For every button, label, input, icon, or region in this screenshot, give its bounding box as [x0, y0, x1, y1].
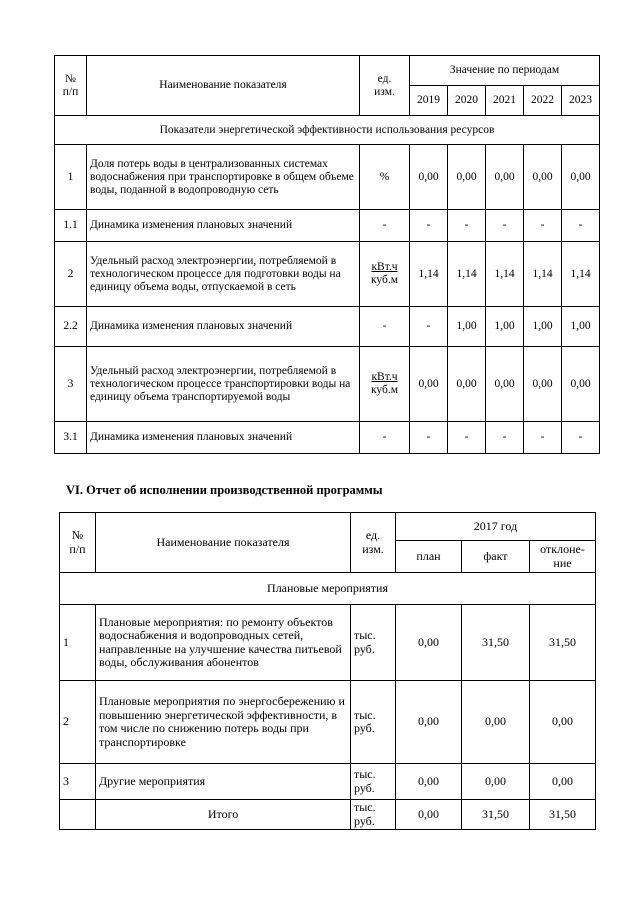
table-row — [60, 605, 596, 681]
energy-efficiency-table — [54, 55, 600, 454]
row-value: 0,00 — [524, 347, 562, 422]
row-value: - — [486, 210, 524, 242]
table-row — [60, 764, 596, 800]
section-title: Показатели энергетической эффективности использования ресурсов — [55, 116, 600, 145]
row-value: 0,00 — [486, 347, 524, 422]
row-value: 0,00 — [410, 347, 448, 422]
row-name: Другие мероприятия — [96, 764, 351, 800]
row-num: 2 — [60, 681, 96, 764]
row-value: - — [486, 422, 524, 454]
total-name: Итого — [96, 800, 351, 830]
production-program-report-table — [59, 512, 596, 830]
row-value: 0,00 — [410, 145, 448, 210]
row-value: 1,14 — [410, 242, 448, 307]
row-value: 1,14 — [524, 242, 562, 307]
row-unit: тыс. руб. — [351, 681, 396, 764]
row-value: 0,00 — [396, 681, 462, 764]
total-value: 0,00 — [396, 800, 462, 830]
row-value: - — [524, 210, 562, 242]
header-year: 2019 — [410, 86, 448, 116]
row-num: 3 — [60, 764, 96, 800]
section-row — [60, 573, 596, 605]
row-name: Удельный расход электроэнергии, потребляемой в технологическом процессе транспортировки воды на единицу объема транспортируемой воды — [87, 347, 360, 422]
section-title: Плановые мероприятия — [60, 573, 596, 605]
row-num: 3.1 — [55, 422, 87, 454]
row-unit: - — [360, 422, 410, 454]
row-value: - — [410, 210, 448, 242]
row-value: 0,00 — [530, 681, 596, 764]
header-name: Наименование показателя — [87, 56, 360, 116]
header-col: факт — [462, 541, 530, 573]
table-row — [55, 242, 600, 307]
row-value: - — [562, 210, 600, 242]
row-value: 1,00 — [448, 307, 486, 347]
cell-text-line: куб.м — [370, 384, 399, 396]
row-value: 31,50 — [462, 605, 530, 681]
row-unit: тыс. руб. — [351, 764, 396, 800]
row-value: 0,00 — [530, 764, 596, 800]
row-value: - — [448, 210, 486, 242]
total-row — [60, 800, 596, 830]
header-name: Наименование показателя — [96, 513, 351, 573]
table-header-row — [60, 513, 596, 541]
table-row — [55, 145, 600, 210]
cell-text-line: кВт.ч — [371, 261, 398, 273]
header-year: 2023 — [562, 86, 600, 116]
row-unit: - — [360, 307, 410, 347]
row-num: 1.1 — [55, 210, 87, 242]
row-unit: тыс. руб. — [351, 605, 396, 681]
header-periods: Значение по периодам — [410, 56, 600, 86]
cell-text-line: куб.м — [370, 274, 399, 286]
row-value: 0,00 — [486, 145, 524, 210]
table-row — [55, 210, 600, 242]
row-value: 1,00 — [486, 307, 524, 347]
row-num: 2.2 — [55, 307, 87, 347]
header-col: план — [396, 541, 462, 573]
row-value: - — [524, 422, 562, 454]
section-row — [55, 116, 600, 145]
row-value: 1,14 — [562, 242, 600, 307]
row-value: 1,14 — [486, 242, 524, 307]
total-num — [60, 800, 96, 830]
row-value: 1,00 — [524, 307, 562, 347]
row-name: Динамика изменения плановых значений — [87, 210, 360, 242]
row-name: Плановые мероприятия по энергосбережению и повышению энергетической эффективности, в том числе по снижению потерь воды при транспортировке — [96, 681, 351, 764]
table-row — [60, 681, 596, 764]
table-row — [55, 422, 600, 454]
row-value: 0,00 — [462, 764, 530, 800]
header-year: 2021 — [486, 86, 524, 116]
row-value: 0,00 — [396, 605, 462, 681]
section-6-title: VI. Отчет об исполнении производственной программы — [66, 483, 383, 497]
row-value: - — [410, 422, 448, 454]
header-num: № п/п — [60, 513, 96, 573]
row-num: 1 — [55, 145, 87, 210]
header-unit: ед. изм. — [360, 56, 410, 116]
row-num: 2 — [55, 242, 87, 307]
cell-text-line: кВт.ч — [371, 371, 398, 383]
row-name: Удельный расход электроэнергии, потребляемой в технологическом процессе для подготовки воды на единицу объема воды, отпускаемой в сеть — [87, 242, 360, 307]
total-unit: тыс. руб. — [351, 800, 396, 830]
header-col: отклоне- ние — [530, 541, 596, 573]
row-value: - — [562, 422, 600, 454]
row-name: Плановые мероприятия: по ремонту объектов водоснабжения и водопроводных сетей, направленные на улучшение качества питьевой воды, обслуживания абонентов — [96, 605, 351, 681]
row-value: 0,00 — [562, 347, 600, 422]
row-value: 0,00 — [562, 145, 600, 210]
table-row — [55, 307, 600, 347]
row-unit: - — [360, 210, 410, 242]
row-value: 0,00 — [462, 681, 530, 764]
row-value: 1,14 — [448, 242, 486, 307]
row-num: 3 — [55, 347, 87, 422]
row-name: Динамика изменения плановых значений — [87, 422, 360, 454]
header-unit: ед. изм. — [351, 513, 396, 573]
row-value: 0,00 — [396, 764, 462, 800]
table-header-row — [55, 56, 600, 86]
header-year: 2017 год — [396, 513, 596, 541]
row-num: 1 — [60, 605, 96, 681]
header-num: № п/п — [55, 56, 87, 116]
header-year: 2020 — [448, 86, 486, 116]
row-value: 1,00 — [562, 307, 600, 347]
row-value: 0,00 — [448, 347, 486, 422]
row-value: 31,50 — [530, 605, 596, 681]
row-value: 0,00 — [448, 145, 486, 210]
row-unit — [360, 347, 410, 422]
total-value: 31,50 — [530, 800, 596, 830]
row-value: - — [448, 422, 486, 454]
row-name: Динамика изменения плановых значений — [87, 307, 360, 347]
row-unit — [360, 242, 410, 307]
row-unit: % — [360, 145, 410, 210]
row-value: - — [410, 307, 448, 347]
row-name: Доля потерь воды в централизованных системах водоснабжения при транспортировке в общем объеме воды, поданной в водопроводную сеть — [87, 145, 360, 210]
header-year: 2022 — [524, 86, 562, 116]
table-row — [55, 347, 600, 422]
total-value: 31,50 — [462, 800, 530, 830]
row-value: 0,00 — [524, 145, 562, 210]
